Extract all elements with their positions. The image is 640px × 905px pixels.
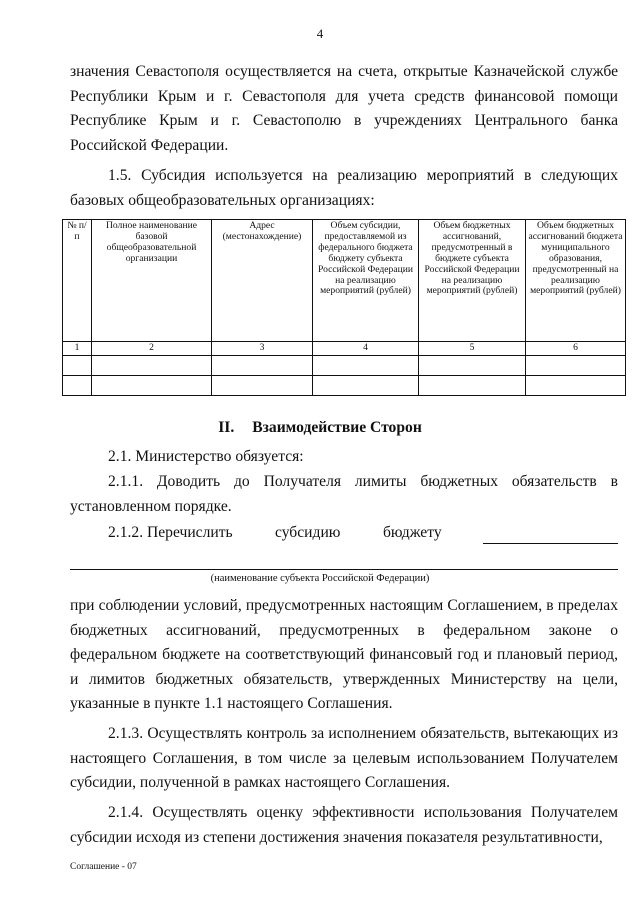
table-header-cell: Объем бюджетных ассигнований, предусмотренный в бюджете субъекта Российской Федерации на реализацию мероприятий (рублей): [419, 220, 526, 342]
section-number: II.: [218, 419, 235, 436]
table-cell: [526, 376, 626, 396]
clause-2-1-2-word: субсидию: [275, 524, 341, 541]
table-cell: 2: [92, 342, 212, 356]
table-cell: [313, 356, 419, 376]
clause-2-1: 2.1. Министерство обязуется:: [108, 448, 304, 465]
section-title-text: Взаимодействие Сторон: [252, 419, 422, 436]
table-row: [63, 376, 626, 396]
blank-caption: (наименование субъекта Российской Федерации): [210, 573, 430, 584]
clause-2-1-4: 2.1.4. Осуществлять оценку эффективности использования Получателем субсидии исходя из степени достижения значения показателя результативности,: [70, 804, 618, 846]
table-cell: [419, 356, 526, 376]
blank-line-long: [70, 569, 618, 570]
table-cell: [212, 356, 313, 376]
table-cell: 5: [419, 342, 526, 356]
clause-2-1-3: 2.1.3. Осуществлять контроль за исполнением обязательств, вытекающих из настоящего Соглашения, в том числе за целевым использованием Получателем субсидии, полученной в рамках настоящего Соглашения.: [70, 725, 618, 792]
table-header-cell: Адрес (местонахождение): [212, 220, 313, 342]
blank-line-short: [483, 543, 618, 544]
table-cell: [63, 356, 92, 376]
subsidy-table: [62, 219, 626, 396]
table-number-row: [63, 342, 626, 356]
clause-word: обязательств: [511, 473, 597, 490]
table-cell: [419, 376, 526, 396]
clause-word: Доводить: [156, 473, 221, 490]
table-header-cell: № п/п: [63, 220, 92, 342]
clause-word: 2.1.1.: [108, 473, 144, 490]
table-cell: 6: [526, 342, 626, 356]
clause-word: в: [610, 473, 618, 490]
table-cell: [63, 376, 92, 396]
clause-word: до: [234, 473, 250, 490]
table-cell: [92, 356, 212, 376]
clause-word: Получателя: [263, 473, 342, 490]
table-header-cell: Полное наименование базовой общеобразовательной организации: [92, 220, 212, 342]
paragraph-after-blank: при соблюдении условий, предусмотренных настоящим Соглашением, в пределах бюджетных ассигнований, предусмотренных в федеральном законе о федеральном бюджете на соответствующий финансовый год и плановый период, и лимитов бюджетных обязательств, утвержденных Министерству на цели, указанные в пункте 1.1 настоящего Соглашения.: [70, 597, 618, 713]
table-header-cell: Объем субсидии, предоставляемой из федерального бюджета бюджету субъекта Российской Федерации на реализацию мероприятий (рублей): [313, 220, 419, 342]
footer-label: Соглашение - 07: [70, 862, 137, 872]
clause-2-1-1-continuation: установленном порядке.: [70, 498, 232, 515]
table-cell: [313, 376, 419, 396]
table-row: [63, 356, 626, 376]
clause-word: бюджетных: [420, 473, 498, 490]
page-number: 4: [316, 26, 324, 41]
clause-2-1-2-start: 2.1.2. Перечислить: [108, 524, 233, 541]
table-cell: 3: [212, 342, 313, 356]
clause-2-1-2-word: бюджету: [383, 524, 442, 541]
table-cell: [212, 376, 313, 396]
section-title: [0, 419, 640, 437]
table-cell: [526, 356, 626, 376]
table-header-cell: Объем бюджетных ассигнований бюджета муниципального образования, предусмотренный на реализацию мероприятий (рублей): [526, 220, 626, 342]
table-cell: [92, 376, 212, 396]
table-header-row: [63, 220, 626, 342]
table-cell: 1: [63, 342, 92, 356]
intro-paragraph: значения Севастополя осуществляется на счета, открытые Казначейской службе Республики Крым и г. Севастополя для учета средств финансовой помощи Республике Крым и г. Севастополю в учреждениях Центрального банка Российской Федерации.: [70, 63, 618, 154]
clause-word: лимиты: [354, 473, 407, 490]
clause-2-1-1: [108, 470, 618, 495]
clause-1-5: 1.5. Субсидия используется на реализацию мероприятий в следующих базовых общеобразовательных организациях:: [70, 167, 618, 209]
table-cell: 4: [313, 342, 419, 356]
